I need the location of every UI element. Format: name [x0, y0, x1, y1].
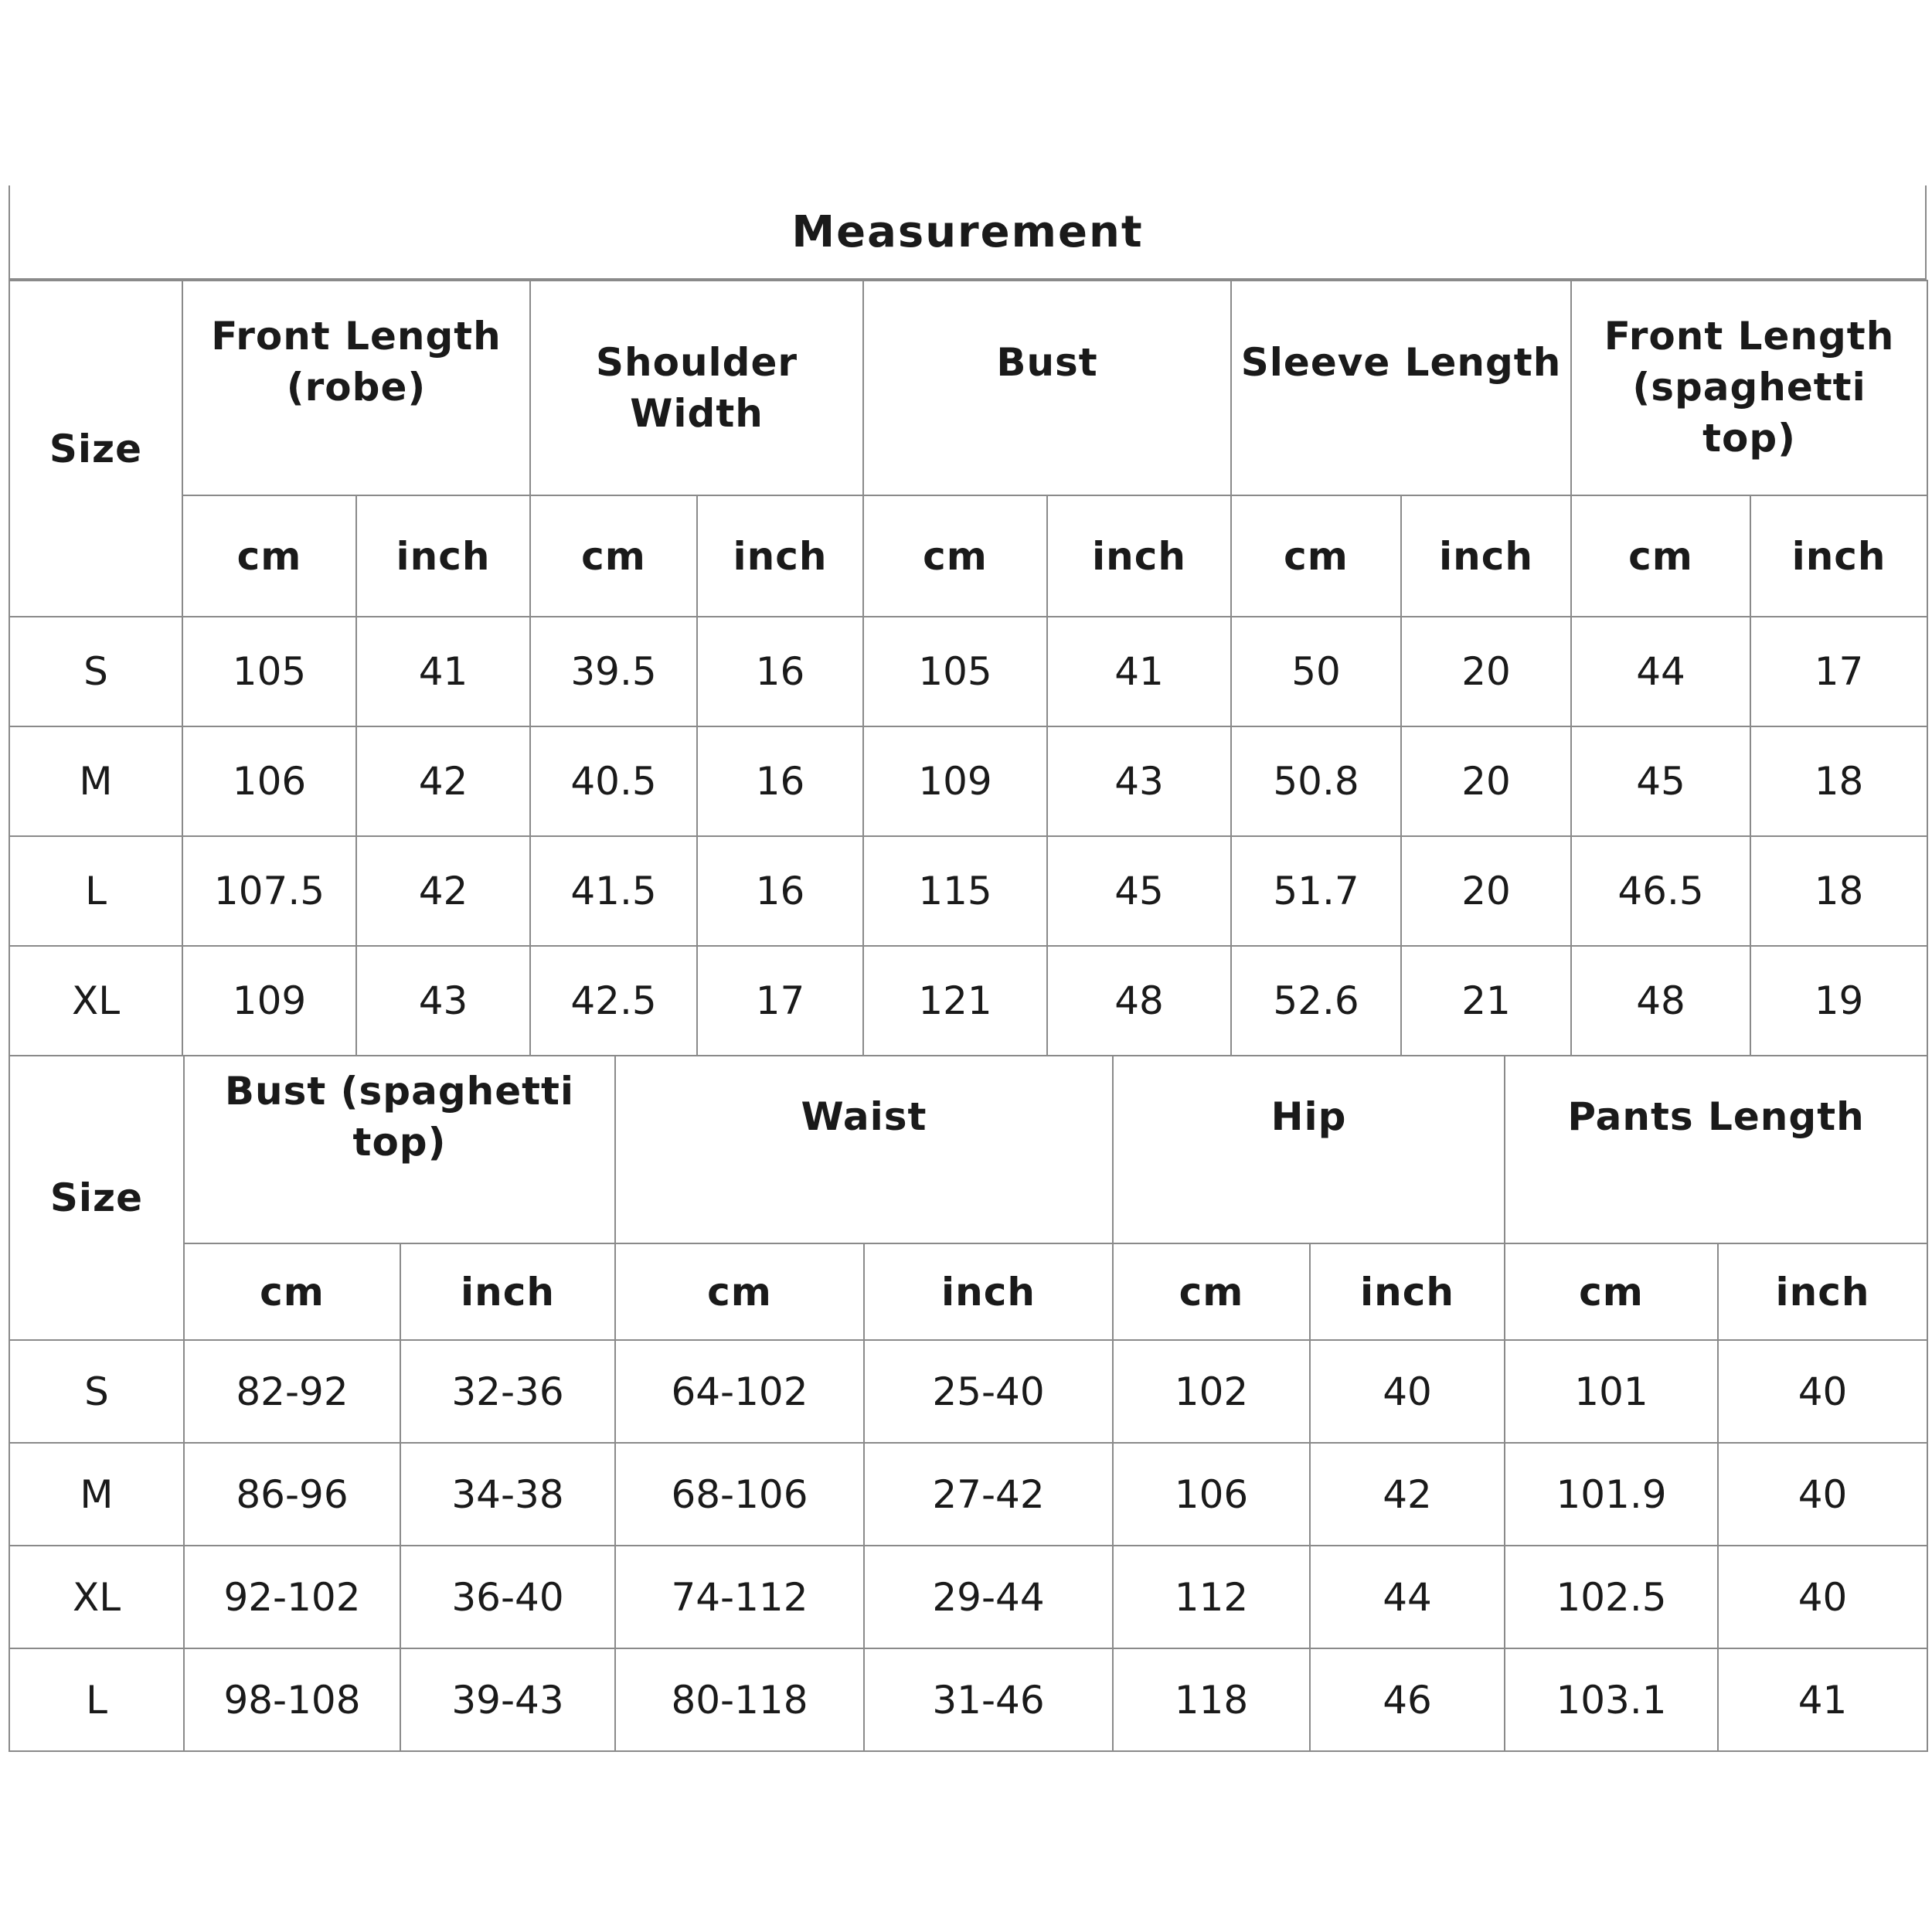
- size-cell: XL: [9, 1546, 184, 1648]
- value-cell: 105: [863, 617, 1047, 726]
- group-header-hip: Hip: [1113, 1056, 1505, 1243]
- group-header-pants-length: Pants Length: [1505, 1056, 1927, 1243]
- value-cell: 45: [1571, 726, 1750, 836]
- page-title: Measurement: [791, 206, 1144, 257]
- value-cell: 20: [1401, 836, 1571, 946]
- value-cell: 40: [1310, 1340, 1505, 1443]
- value-cell: 102.5: [1505, 1546, 1718, 1648]
- value-cell: 46: [1310, 1648, 1505, 1751]
- value-cell: 51.7: [1231, 836, 1401, 946]
- value-cell: 41: [1718, 1648, 1927, 1751]
- value-cell: 25-40: [864, 1340, 1113, 1443]
- value-cell: 115: [863, 836, 1047, 946]
- value-cell: 68-106: [615, 1443, 864, 1546]
- value-cell: 20: [1401, 617, 1571, 726]
- unit-header: inch: [864, 1243, 1113, 1340]
- unit-header: cm: [1571, 495, 1750, 617]
- unit-header: inch: [400, 1243, 615, 1340]
- unit-header: inch: [356, 495, 530, 617]
- value-cell: 17: [697, 946, 863, 1056]
- value-cell: 82-92: [184, 1340, 400, 1443]
- size-header: Size: [9, 281, 182, 617]
- group-header-shoulder-width: Shoulder Width: [530, 281, 863, 495]
- value-cell: 16: [697, 726, 863, 836]
- value-cell: 103.1: [1505, 1648, 1718, 1751]
- value-cell: 44: [1310, 1546, 1505, 1648]
- group-header-front-length-spaghetti-top: Front Length (spaghetti top): [1571, 281, 1927, 495]
- value-cell: 17: [1750, 617, 1927, 726]
- value-cell: 40: [1718, 1340, 1927, 1443]
- table-row: [9, 946, 1927, 1056]
- size-cell: M: [9, 1443, 184, 1546]
- group-header-front-length-robe: Front Length (robe): [182, 281, 530, 495]
- unit-header: inch: [1047, 495, 1231, 617]
- value-cell: 31-46: [864, 1648, 1113, 1751]
- unit-header: inch: [1718, 1243, 1927, 1340]
- group-header-waist: Waist: [615, 1056, 1113, 1243]
- value-cell: 20: [1401, 726, 1571, 836]
- size-cell: L: [9, 836, 182, 946]
- unit-header: inch: [1750, 495, 1927, 617]
- value-cell: 36-40: [400, 1546, 615, 1648]
- value-cell: 50.8: [1231, 726, 1401, 836]
- value-cell: 39.5: [530, 617, 697, 726]
- group-header-bust: Bust: [863, 281, 1231, 495]
- value-cell: 29-44: [864, 1546, 1113, 1648]
- table-row: [9, 1546, 1927, 1648]
- value-cell: 40.5: [530, 726, 697, 836]
- value-cell: 106: [182, 726, 356, 836]
- value-cell: 48: [1047, 946, 1231, 1056]
- group-header-sleeve-length: Sleeve Length: [1231, 281, 1571, 495]
- value-cell: 40: [1718, 1546, 1927, 1648]
- table-row: [9, 1648, 1927, 1751]
- unit-header: cm: [530, 495, 697, 617]
- value-cell: 50: [1231, 617, 1401, 726]
- value-cell: 101: [1505, 1340, 1718, 1443]
- value-cell: 52.6: [1231, 946, 1401, 1056]
- table-row: [9, 726, 1927, 836]
- value-cell: 107.5: [182, 836, 356, 946]
- value-cell: 18: [1750, 836, 1927, 946]
- table-row: [9, 1340, 1927, 1443]
- value-cell: 64-102: [615, 1340, 864, 1443]
- size-cell: S: [9, 1340, 184, 1443]
- value-cell: 92-102: [184, 1546, 400, 1648]
- value-cell: 45: [1047, 836, 1231, 946]
- value-cell: 42: [356, 726, 530, 836]
- value-cell: 101.9: [1505, 1443, 1718, 1546]
- value-cell: 18: [1750, 726, 1927, 836]
- value-cell: 86-96: [184, 1443, 400, 1546]
- unit-header: inch: [697, 495, 863, 617]
- unit-header: cm: [1231, 495, 1401, 617]
- value-cell: 32-36: [400, 1340, 615, 1443]
- size-cell: M: [9, 726, 182, 836]
- value-cell: 44: [1571, 617, 1750, 726]
- measurement-table-2: [9, 1056, 1928, 1752]
- measurement-sheet: [9, 185, 1927, 1752]
- unit-header: cm: [863, 495, 1047, 617]
- value-cell: 109: [863, 726, 1047, 836]
- value-cell: 109: [182, 946, 356, 1056]
- size-header: Size: [9, 1056, 184, 1340]
- table-row: [9, 836, 1927, 946]
- unit-header: cm: [1505, 1243, 1718, 1340]
- value-cell: 27-42: [864, 1443, 1113, 1546]
- unit-header: inch: [1401, 495, 1571, 617]
- value-cell: 105: [182, 617, 356, 726]
- value-cell: 121: [863, 946, 1047, 1056]
- table-row: [9, 1443, 1927, 1546]
- value-cell: 98-108: [184, 1648, 400, 1751]
- table-row: [9, 617, 1927, 726]
- value-cell: 74-112: [615, 1546, 864, 1648]
- measurement-table-1: [9, 280, 1928, 1056]
- group-header-bust-spaghetti-top: Bust (spaghetti top): [184, 1056, 615, 1243]
- value-cell: 42: [356, 836, 530, 946]
- value-cell: 102: [1113, 1340, 1310, 1443]
- value-cell: 21: [1401, 946, 1571, 1056]
- value-cell: 41: [1047, 617, 1231, 726]
- unit-header: cm: [184, 1243, 400, 1340]
- value-cell: 106: [1113, 1443, 1310, 1546]
- unit-header: cm: [1113, 1243, 1310, 1340]
- value-cell: 48: [1571, 946, 1750, 1056]
- unit-header: inch: [1310, 1243, 1505, 1340]
- value-cell: 41.5: [530, 836, 697, 946]
- size-cell: XL: [9, 946, 182, 1056]
- value-cell: 19: [1750, 946, 1927, 1056]
- value-cell: 112: [1113, 1546, 1310, 1648]
- value-cell: 43: [1047, 726, 1231, 836]
- value-cell: 80-118: [615, 1648, 864, 1751]
- value-cell: 16: [697, 617, 863, 726]
- unit-header: cm: [182, 495, 356, 617]
- value-cell: 42: [1310, 1443, 1505, 1546]
- value-cell: 39-43: [400, 1648, 615, 1751]
- title-row: [9, 185, 1927, 280]
- value-cell: 46.5: [1571, 836, 1750, 946]
- value-cell: 34-38: [400, 1443, 615, 1546]
- size-cell: S: [9, 617, 182, 726]
- value-cell: 118: [1113, 1648, 1310, 1751]
- value-cell: 43: [356, 946, 530, 1056]
- value-cell: 40: [1718, 1443, 1927, 1546]
- value-cell: 16: [697, 836, 863, 946]
- unit-header: cm: [615, 1243, 864, 1340]
- value-cell: 42.5: [530, 946, 697, 1056]
- value-cell: 41: [356, 617, 530, 726]
- size-cell: L: [9, 1648, 184, 1751]
